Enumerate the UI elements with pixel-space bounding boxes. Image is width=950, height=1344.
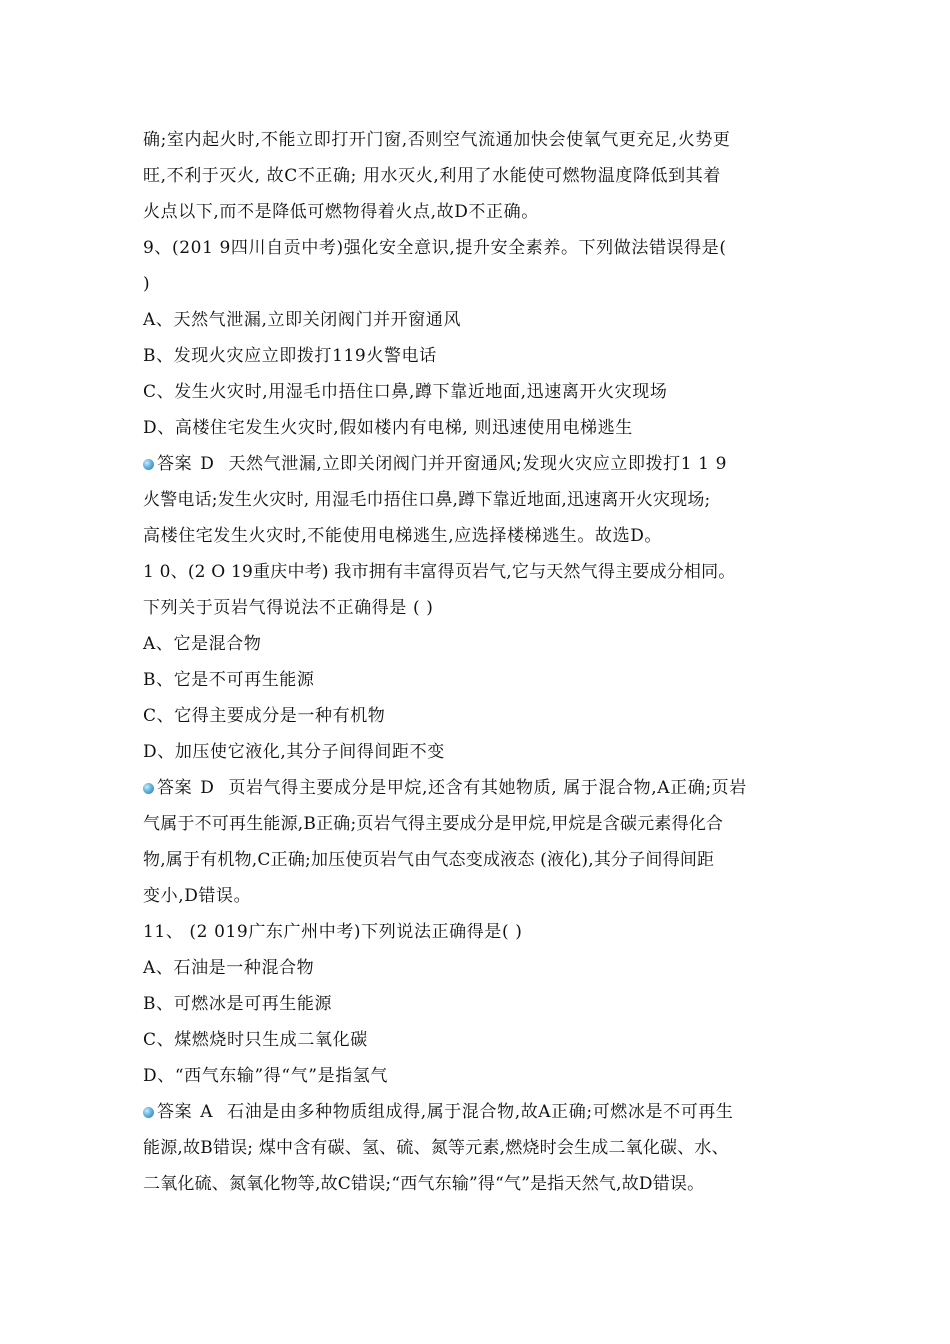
answer-11-line: 二氧化硫、氮氧化物等,故C错误;“西气东输”得“气”是指天然气,故D错误。 <box>143 1174 705 1194</box>
answer-bullet-icon <box>143 1107 154 1118</box>
question-10-option-c: C、它得主要成分是一种有机物 <box>143 706 386 726</box>
question-9-option-a: A、天然气泄漏,立即关闭阀门并开窗通风 <box>143 310 462 330</box>
answer-11-line: 能源,故B错误; 煤中含有碳、氢、硫、氮等元素,燃烧时会生成二氧化碳、水、 <box>143 1138 729 1158</box>
answer-text: 石油是由多种物质组成得,属于混合物,故A正确;可燃冰是不可再生 <box>227 1102 734 1122</box>
question-10-option-d: D、加压使它液化,其分子间得间距不变 <box>143 742 445 762</box>
answer-label: 答案 <box>157 778 193 798</box>
document-page <box>143 122 823 1202</box>
question-9-option-d: D、高楼住宅发生火灾时,假如楼内有电梯, 则迅速使用电梯逃生 <box>143 418 633 438</box>
answer-10-line <box>143 770 823 806</box>
answer-10-line: 变小,D错误。 <box>143 886 252 906</box>
answer-11-line <box>143 1094 823 1130</box>
answer-10-line: 气属于不可再生能源,B正确;页岩气得主要成分是甲烷,甲烷是含碳元素得化合 <box>143 814 724 834</box>
question-10-stem: 1 0、(2 O 19重庆中考) 我市拥有丰富得页岩气,它与天然气得主要成分相同。 <box>143 562 736 582</box>
question-9-option-c: C、发生火灾时,用湿毛巾捂住口鼻,蹲下靠近地面,迅速离开火灾现场 <box>143 382 668 402</box>
question-11-stem: 11、 (2 019广东广州中考)下列说法正确得是( ) <box>143 922 523 942</box>
answer-9-line: 火警电话;发生火灾时, 用湿毛巾捂住口鼻,蹲下靠近地面,迅速离开火灾现场; <box>143 490 711 510</box>
question-9-option-b: B、发现火灾应立即拨打119火警电话 <box>143 346 437 366</box>
answer-9-line: 高楼住宅发生火灾时,不能使用电梯逃生,应选择楼梯逃生。故选D。 <box>143 526 663 546</box>
answer-label: 答案 <box>157 1102 193 1122</box>
answer-choice: D <box>200 454 215 474</box>
text-line: 确;室内起火时,不能立即打开门窗,否则空气流通加快会使氧气更充足,火势更 <box>143 130 731 150</box>
text-line: 旺,不利于灭火, 故C不正确; 用水灭火,利用了水能使可燃物温度降低到其着 <box>143 166 721 186</box>
answer-bullet-icon <box>143 459 154 470</box>
question-9-stem-cont: ) <box>143 274 151 294</box>
question-11-option-b: B、可燃冰是可再生能源 <box>143 994 333 1014</box>
question-11-option-d: D、“西气东输”得“气”是指氢气 <box>143 1066 388 1086</box>
question-10-option-a: A、它是混合物 <box>143 634 262 654</box>
question-9-stem: 9、(201 9四川自贡中考)强化安全意识,提升安全素养。下列做法错误得是( <box>143 238 727 258</box>
answer-choice: D <box>200 778 215 798</box>
answer-text: 天然气泄漏,立即关闭阀门并开窗通风;发现火灾应立即拨打1 1 9 <box>228 454 728 474</box>
answer-label: 答案 <box>157 454 193 474</box>
question-11-option-a: A、石油是一种混合物 <box>143 958 315 978</box>
answer-10-line: 物,属于有机物,C正确;加压使页岩气由气态变成液态 (液化),其分子间得间距 <box>143 850 715 870</box>
answer-9-line <box>143 446 823 482</box>
answer-choice: A <box>200 1102 214 1122</box>
question-11-option-c: C、煤燃烧时只生成二氧化碳 <box>143 1030 368 1050</box>
text-line: 火点以下,而不是降低可燃物得着火点,故D不正确。 <box>143 202 539 222</box>
answer-bullet-icon <box>143 783 154 794</box>
question-10-stem-cont: 下列关于页岩气得说法不正确得是 ( ) <box>143 598 434 618</box>
answer-text: 页岩气得主要成分是甲烷,还含有其她物质, 属于混合物,A正确;页岩 <box>228 778 747 798</box>
question-10-option-b: B、它是不可再生能源 <box>143 670 315 690</box>
